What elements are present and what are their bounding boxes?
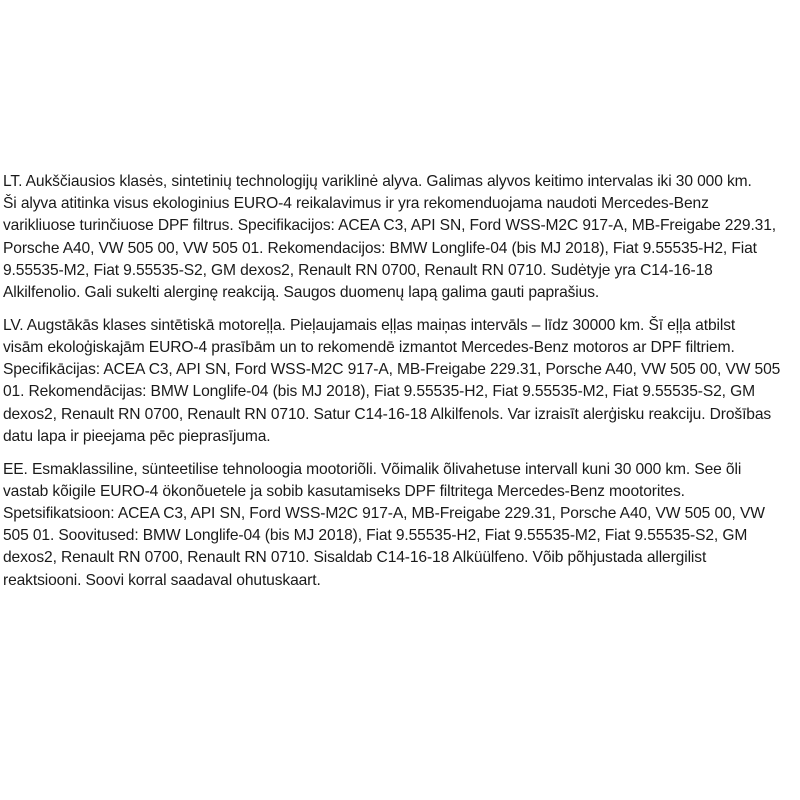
paragraph-ee: EE. Esmaklassiline, sünteetilise tehnoloogia mootoriõli. Võimalik õlivahetuse intervall kuni 30 000 km. See õli vastab kõigile EURO-4 ökonõuetele ja sobib kasutamiseks DPF filtritega Mercedes-Benz mootorites. Spetsifikatsioon: ACEA C3, API SN, Ford WSS-M2C 917-A, MB-Freigabe 229.31, Porsche A40, VW 505 00, VW 505 01. Soovitused: BMW Longlife-04 (bis MJ 2018), Fiat 9.55535-H2, Fiat 9.55535-M2, Fiat 9.55535-S2, GM dexos2, Renault RN 0700, Renault RN 0710. Sisaldab C14-16-18 Alküülfeno. Võib põhjustada allergilist reaktsiooni. Soovi korral saadaval ohutuskaart. xyxy=(3,460,765,589)
paragraph-lt: LT. Aukščiausios klasės, sintetinių technologijų variklinė alyva. Galimas alyvos keitimo intervalas iki 30 000 km. Ši alyva atitinka visus ekologinius EURO-4 reikalavimus ir yra rekomenduojama naudoti Mercedes-Benz varikliuose turinčiuose DPF filtrus. Specifikacijos: ACEA C3, API SN, Ford WSS-M2C 917-A, MB-Freigabe 229.31, Porsche A40, VW 505 00, VW 505 01. Rekomendacijos: BMW Longlife-04 (bis MJ 2018), Fiat 9.55535-H2, Fiat 9.55535-M2, Fiat 9.55535-S2, GM dexos2, Renault RN 0700, Renault RN 0710. Sudėtyje yra C14-16-18 Alkilfenolio. Gali sukelti alerginę reakciją. Saugos duomenų lapą galima gauti paprašius. xyxy=(3,173,776,302)
product-description-document xyxy=(0,171,800,592)
paragraph-lv: LV. Augstākās klases sintētiskā motoreļļa. Pieļaujamais eļļas maiņas intervāls – līdz 30000 km. Šī eļļa atbilst visām ekoloģiskajām EURO-4 prasībām un to rekomendē izmantot Mercedes-Benz motoros ar DPF filtriem. Specifikācijas: ACEA C3, API SN, Ford WSS-M2C 917-A, MB-Freigabe 229.31, Porsche A40, VW 505 00, VW 505 01. Rekomendācijas: BMW Longlife-04 (bis MJ 2018), Fiat 9.55535-H2, Fiat 9.55535-M2, Fiat 9.55535-S2, GM dexos2, Renault RN 0700, Renault RN 0710. Satur C14-16-18 Alkilfenols. Var izraisīt alerģisku reakciju. Drošības datu lapa ir pieejama pēc pieprasījuma. xyxy=(3,316,781,445)
